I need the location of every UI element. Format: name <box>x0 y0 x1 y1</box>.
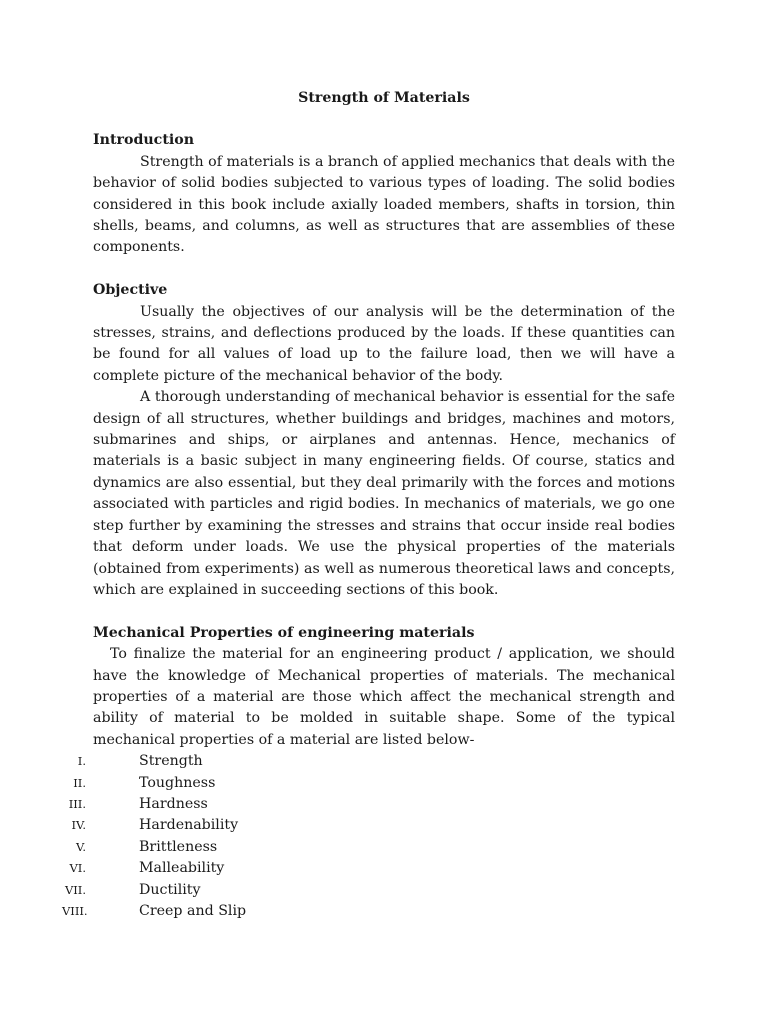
list-item <box>71 815 675 836</box>
list-item-label: Brittleness <box>139 838 218 855</box>
objective-paragraph-2: A thorough understanding of mechanical behavior is essential for the safe design of all structures, whether buildings and bridges, machines and motors, submarines and ships, or airplanes and antennas. Hence, mechanics of materials is a basic subject in many engineering fields. Of course, statics and dynamics are also essential, but they deal primarily with the forces and motions associated with particles and rigid bodies. In mechanics of materials, we go one step further by examining the stresses and strains that occur inside real bodies that deform under loads. We use the physical properties of the materials (obtained from experiments) as well as numerous theoretical laws and concepts, which are explained in succeeding sections of this book. <box>93 389 675 598</box>
document-page <box>62 88 675 922</box>
list-item <box>73 773 675 794</box>
list-item-number: I. <box>77 754 86 769</box>
list-item <box>69 858 675 879</box>
section-spacer <box>93 259 675 280</box>
list-item <box>76 837 675 858</box>
document-title: Strength of Materials <box>298 90 470 106</box>
mechanical-properties-heading: Mechanical Properties of engineering materials <box>93 624 475 641</box>
objective-paragraph-1: Usually the objectives of our analysis will be the determination of the stresses, strains, and deflections produced by the loads. If these quantities can be found for all values of load up to the failure load, then we will have a complete picture of the mechanical behavior of the body. <box>93 303 675 384</box>
list-item-number: II. <box>73 775 86 790</box>
objective-heading: Objective <box>93 282 168 299</box>
list-item <box>68 794 675 815</box>
section-spacer <box>93 601 675 622</box>
list-item <box>77 751 675 772</box>
introduction-heading: Introduction <box>93 132 195 149</box>
introduction-paragraph: Strength of materials is a branch of applied mechanics that deals with the behavior of solid bodies subjected to various types of loading. The solid bodies considered in this book include axially loaded members, shafts in torsion, thin shells, beams, and columns, as well as structures that are assemblies of these components. <box>93 153 675 256</box>
list-item-label: Toughness <box>139 774 216 791</box>
list-item <box>64 880 675 901</box>
list-item-number: VI. <box>69 861 86 876</box>
list-item-label: Hardness <box>139 795 208 812</box>
list-item-label: Ductility <box>139 881 201 898</box>
list-item-label: Hardenability <box>139 817 239 834</box>
mechanical-properties-paragraph: To finalize the material for an engineering product / application, we should have the knowledge of Mechanical properties of materials. The mechanical properties of a material are those which affect the mechanical strength and ability of material to be molded in suitable shape. Some of the typical mechanical properties of a material are listed below- <box>93 646 675 748</box>
mechanical-properties-list <box>62 751 675 922</box>
list-item-number: III. <box>68 796 86 811</box>
list-item <box>62 901 675 922</box>
list-item-number: VIII. <box>62 903 88 918</box>
list-item-label: Strength <box>139 753 203 770</box>
list-item-label: Malleability <box>139 860 225 877</box>
list-item-number: VII. <box>64 882 86 897</box>
list-item-number: V. <box>76 839 86 854</box>
list-item-label: Creep and Slip <box>139 902 247 919</box>
list-item-number: IV. <box>71 818 86 833</box>
